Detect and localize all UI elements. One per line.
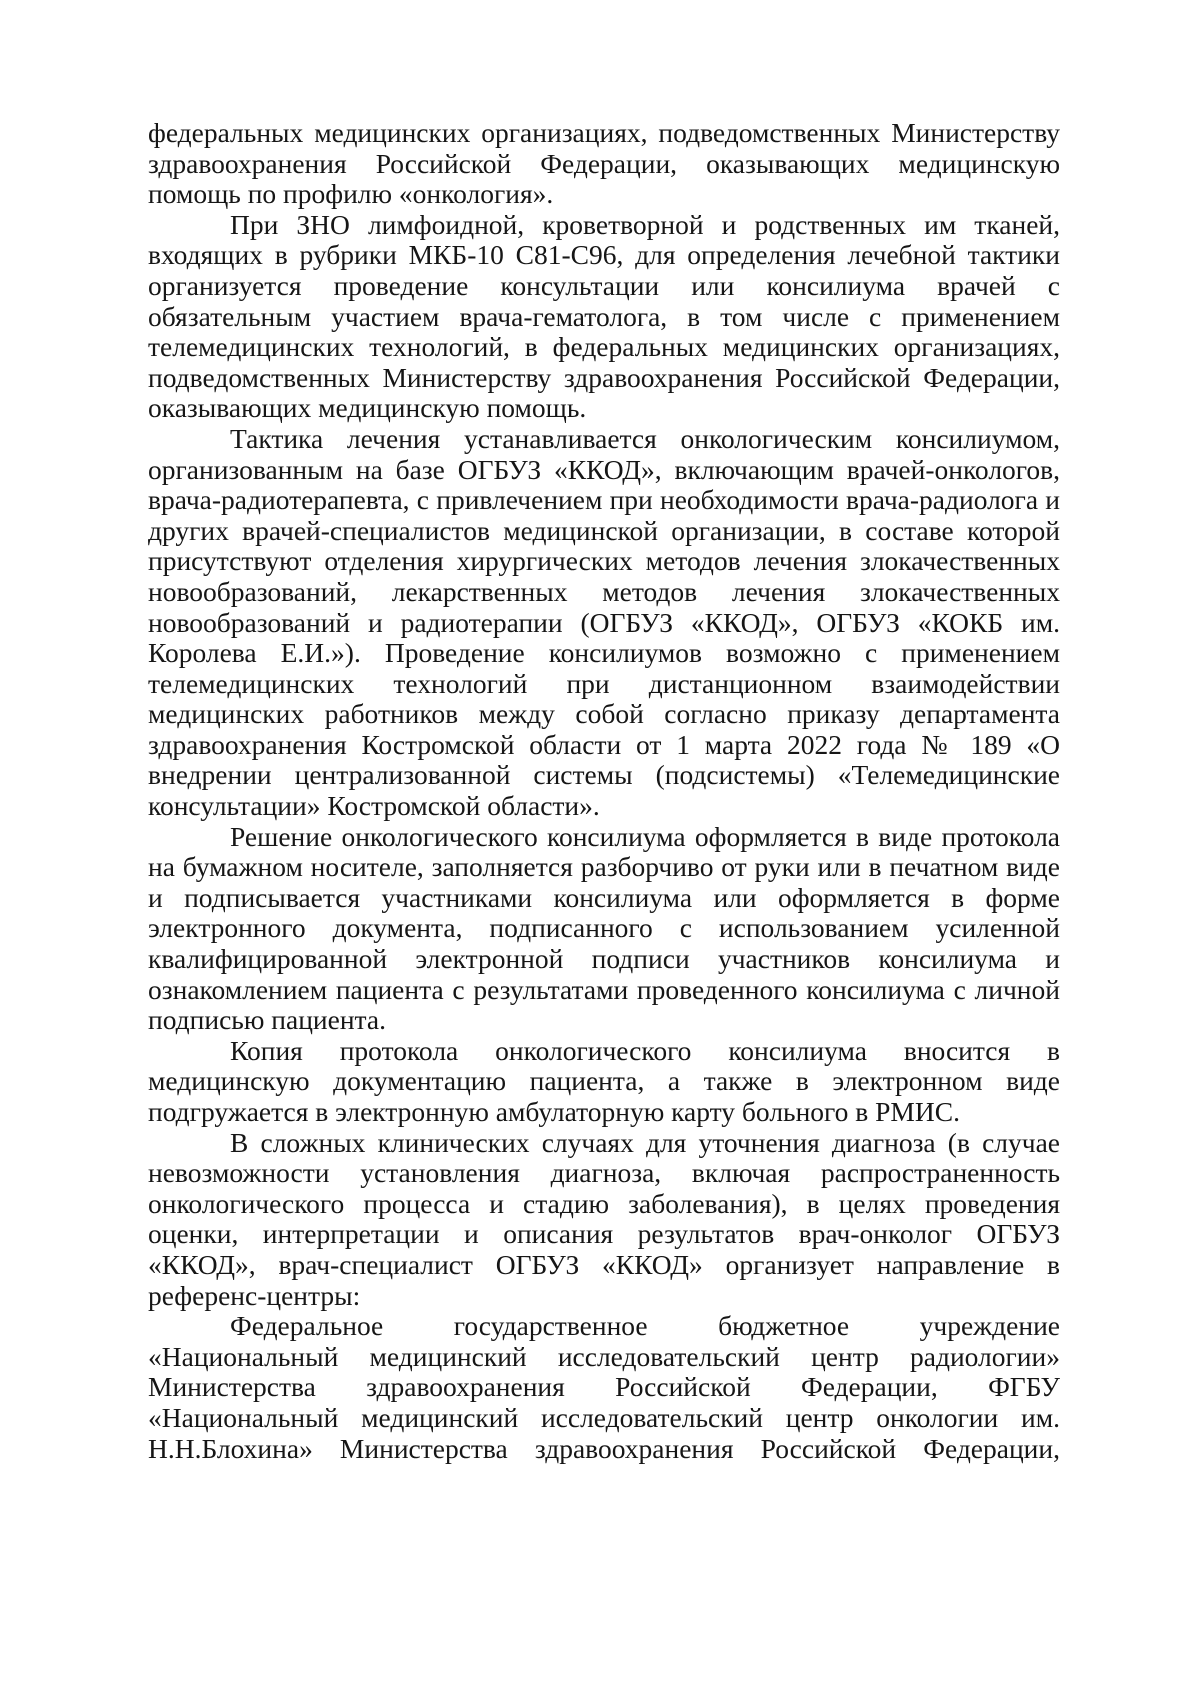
paragraph-1: федеральных медицинских организациях, подведомственных Министерству здравоохранения Российской Федерации, оказывающих медицинскую помощь по профилю «онкология». bbox=[148, 117, 1060, 210]
paragraph-4: Решение онкологического консилиума оформляется в виде протокола на бумажном носителе, заполняется разборчиво от руки или в печатном виде и подписывается участниками консилиума или оформляется в форме электронного документа, подписанного с использованием усиленной квалифицированной электронной подписи участников консилиума и ознакомлением пациента с результатами проведенного консилиума с личной подписью пациента. bbox=[148, 820, 1060, 1036]
document-body bbox=[148, 118, 1060, 1464]
paragraph-2: При ЗНО лимфоидной, кроветворной и родственных им тканей, входящих в рубрики МКБ-10 С81-С96, для определения лечебной тактики организуется проведение консультации или консилиума врачей с обязательным участием врача-гематолога, в том числе с применением телемедицинских технологий, в федеральных медицинских организациях, подведомственных Министерству здравоохранения Российской Федерации, оказывающих медицинскую помощь. bbox=[148, 208, 1060, 424]
paragraph-6: В сложных клинических случаях для уточнения диагноза (в случае невозможности установления диагноза, включая распространенность онкологического процесса и стадию заболевания), в целях проведения оценки, интерпретации и описания результатов врач-онколог ОГБУЗ «ККОД», врач-специалист ОГБУЗ «ККОД» организует направление в референс-центры: bbox=[148, 1126, 1060, 1311]
paragraph-3: Тактика лечения устанавливается онкологическим консилиумом, организованным на базе ОГБУЗ «ККОД», включающим врачей-онкологов, врача-радиотерапевта, с привлечением при необходимости врача-радиолога и других врачей-специалистов медицинской организации, в составе которой присутствуют отделения хирургических методов лечения злокачественных новообразований, лекарственных методов лечения злокачественных новообразований и радиотерапии (ОГБУЗ «ККОД», ОГБУЗ «КОКБ им. Королева Е.И.»). Проведение консилиумов возможно с применением телемедицинских технологий при дистанционном взаимодействии медицинских работников между собой согласно приказу департамента здравоохранения Костромской области от 1 марта 2022 года № 189 «О внедрении централизованной системы (подсистемы) «Телемедицинские консультации» Костромской области». bbox=[148, 422, 1060, 822]
paragraph-7: Федеральное государственное бюджетное учреждение «Национальный медицинский исследовательский центр радиологии» Министерства здравоохранения Российской Федерации, ФГБУ «Национальный медицинский исследовательский центр онкологии им. Н.Н.Блохина» Министерства здравоохранения Российской Федерации, bbox=[148, 1310, 1060, 1464]
paragraph-5: Копия протокола онкологического консилиума вносится в медицинскую документацию пациента, а также в электронном виде подгружается в электронную амбулаторную карту больного в РМИС. bbox=[148, 1034, 1060, 1127]
